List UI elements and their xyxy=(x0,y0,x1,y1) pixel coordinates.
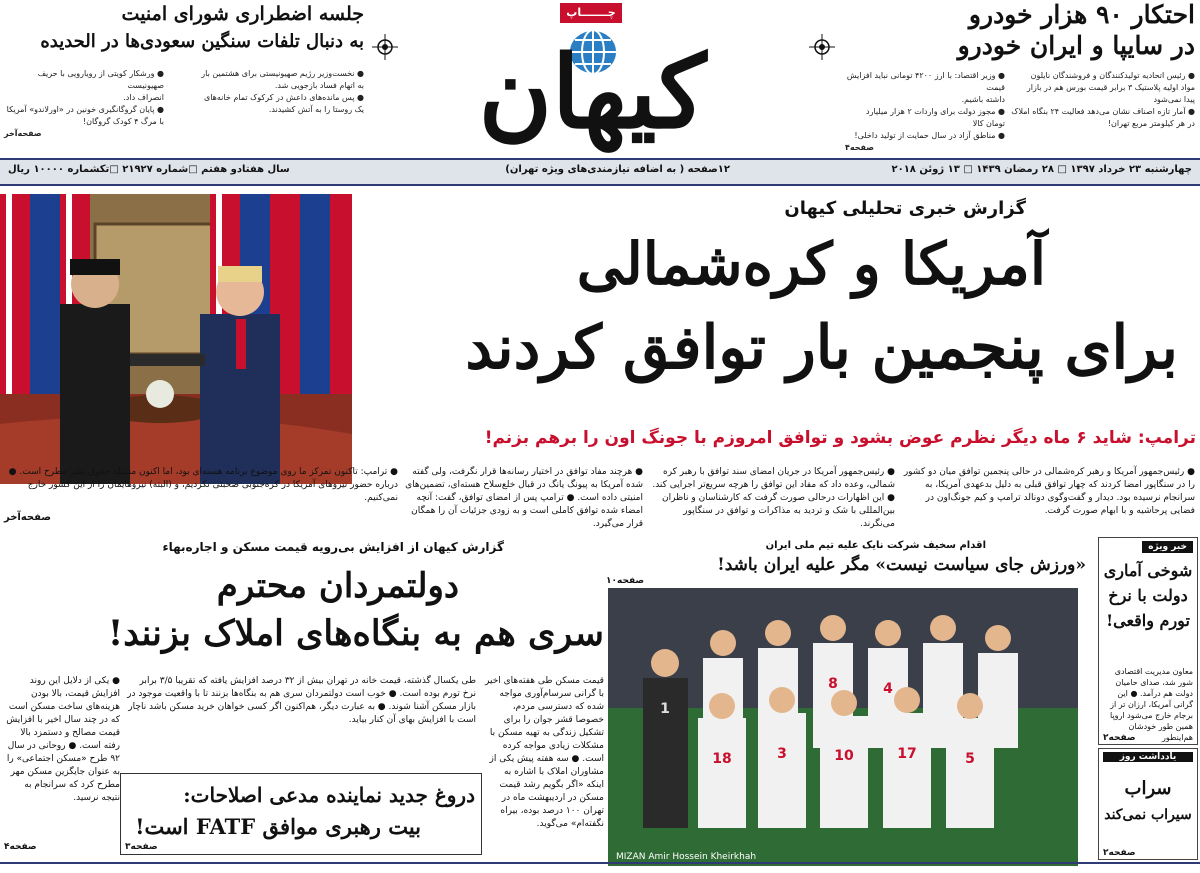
jersey-number: 5 xyxy=(965,751,975,767)
sports-story xyxy=(606,540,1086,870)
lead-photo xyxy=(0,194,352,484)
bottom-divider xyxy=(0,862,1200,864)
teaser-bullet: ● ورشکار کویتی از رویارویی با حریف صهیونیست xyxy=(37,69,164,90)
page-ref: صفحه۴ xyxy=(845,143,874,152)
lead-subhead: ترامپ: شاید ۶ ماه دیگر نظرم عوض بشود و توافق امروزم با جونگ اون را برهم بزنم! xyxy=(484,428,1196,448)
teaser-bullet: پیدا نمی‌شود xyxy=(1153,95,1195,104)
housing-column: ● یکی از دلایل این روند افزایش قیمت، بالا بودن هزینه‌های ساخت مسکن است که در چند سال اخیر با افزایش قیمت مصالح و دستمزد بالا رفته است. ● روحانی در سال ۹۲ طرح «مسکن اجتماعی» را به عنوان جایگزین مسکن مهر مطرح کرد که سرانجام به نتیجه نرسید. xyxy=(6,676,120,803)
housing-column: قیمت مسکن طی هفته‌های اخیر با گرانی سرسام‌آوری مواجه شده که دسترسی مردم، خصوصا قشر جوان را برای تشکیل زندگی به تهیه مسکن با مشکلات زیادی مواجه کرده است. ● سه هفته پیش یکی از مشاوران املاک با اشاره به اینکه «اگر بگویم رشد قیمت مسکن در اردیبهشت ماه در تهران ۱۰۰ درصد بوده، بیراه نگفته‌ام» می‌گوید. xyxy=(485,676,604,829)
teaser-headline: به دنبال تلفات سنگین سعودی‌ها در الحدیده xyxy=(40,31,364,52)
sidebar-headline: شوخی آماری دولت با نرخ تورم واقعی! xyxy=(1103,561,1193,630)
masthead-badge: چـــــــاپ xyxy=(560,3,622,23)
issue-date: چهارشنبه ۲۳ خرداد ۱۳۹۷ □ ۲۸ رمضان ۱۴۳۹ □ ۱۳ ژوئن ۲۰۱۸ xyxy=(891,164,1192,175)
fatf-headline: دروغ جدید نماینده مدعی اصلاحات: xyxy=(183,783,475,807)
sports-kicker: اقدام سخیف شرکت نایک علیه تیم ملی ایران xyxy=(765,540,986,551)
teaser-bullet: ● رئیس اتحادیه تولیدکنندگان و فروشندگان نایلون xyxy=(1030,71,1195,80)
registration-mark-icon xyxy=(809,34,835,60)
top-right-teaser xyxy=(845,0,1195,156)
sidebar-text: معاون مدیریت اقتصادی شور شد، صدای حامیان دولت هم درآمد. ● این گرانی آمریکا، ارزان تر از برجام خارج می‌شود اروپا همین طور خودشان هم‌اینطور xyxy=(1110,667,1193,742)
date-bar xyxy=(0,158,1200,186)
teaser-bullet: ● مجوز دولت برای واردات ۲ هزار میلیارد تومان کالا xyxy=(866,107,1005,128)
teaser-bullets-left xyxy=(845,70,1005,154)
lead-headline: برای پنجمین بار توافق کردند xyxy=(465,313,1178,383)
housing-column: طی یکسال گذشته، قیمت خانه در تهران بیش از ۳۲ درصد افزایش یافته که تقریبا ۳/۵ برابر نرخ تورم بوده است. ● خوب است دولتمردان سری هم به بنگاه‌ها بزنند تا با واقعیت موجود در بازار مسکن آشنا شوند. ● به عبارت دیگر، هم‌اکنون اگر کسی خواهان خرید مسکن باشد ناچار است با افزایش بهای آن کنار بیاید. xyxy=(127,676,476,725)
page-ref: صفحه‌آخر xyxy=(4,129,42,138)
teaser-bullet: ● آمار تازه اصناف نشان می‌دهد فعالیت ۲۴ بنگاه املاک xyxy=(1011,107,1195,116)
team-photo-illustration xyxy=(608,588,1078,866)
summit-photo-illustration xyxy=(0,194,352,484)
lead-column: ● هرچند مفاد توافق در اختیار رسانه‌ها قرار نگرفت، ولی گفته شده آمریکا به پیونگ یانگ در قبال خلع‌سلاح هسته‌ای، تضمین‌های امنیتی داده است. ● ترامپ پس از امضای توافق، گفت: آنچه امضاء شده توافق کاملی است و به زودی جزئیات آن را همگان قرار می‌گیرد. xyxy=(405,467,643,529)
teaser-bullet: ● وزیر اقتصاد: با ارز ۴۲۰۰ تومانی نباید افزایش قیمت xyxy=(846,71,1005,92)
teaser-headline: احتکار ۹۰ هزار خودرو xyxy=(968,0,1195,29)
teaser-bullet: ● پایان گروگانگیری خونین در «اورلاندو» آمریکا xyxy=(6,105,164,114)
teaser-bullet: مواد اولیه پلاستیک ۳ برابر قیمت بورس هم در بازار xyxy=(1026,83,1195,92)
page-ref: صفحه۳ xyxy=(125,842,158,852)
jersey-number: 18 xyxy=(712,751,732,767)
lead-story xyxy=(360,194,1196,499)
jersey-number: 10 xyxy=(834,748,854,764)
jersey-number: 1 xyxy=(660,701,670,717)
sidebar-label: خبر ویژه xyxy=(1142,541,1193,553)
sidebar-note xyxy=(1098,748,1198,860)
teaser-bullets-right xyxy=(1010,70,1195,130)
sports-headline: «ورزش جای سیاست نیست» مگر علیه ایران باشد! xyxy=(717,555,1086,575)
sidebar-label: یادداشت روز xyxy=(1103,752,1193,762)
teaser-bullet: به اتهام فساد بازجویی شد. xyxy=(274,81,364,90)
issue-number: سال هفتادو هفتم □شماره ۲۱۹۲۷ □تکشماره ۱۰۰۰۰ ریال xyxy=(8,164,290,175)
teaser-bullet: یک روستا را به آتش کشیدند. xyxy=(268,105,364,114)
teaser-bullet: انصراف داد. xyxy=(123,93,164,102)
teaser-bullet: ● نخست‌وزیر رژیم صهیونیستی برای هشتمین بار xyxy=(201,69,364,78)
jersey-number: 4 xyxy=(883,681,893,697)
teaser-bullet: ● پس مانده‌های داعش در کرکوک تمام خانه‌های xyxy=(203,93,364,102)
sidebar-headline: سراب xyxy=(1124,778,1172,799)
lead-column: ● رئیس‌جمهور آمریکا در جریان امضای سند توافق با رهبر کره شمالی، وعده داد که مفاد این توافق را هرچه سریع‌تر اجرایی کند. ● این اظهارات درحالی صورت گرفت که کارشناسان و ناظران بین‌المللی با شک و تردید به مذاکرات و توافق در سنگاپور می‌نگرند. xyxy=(652,467,895,529)
housing-headline: سری هم به بنگاه‌های املاک بزنند! xyxy=(107,613,604,654)
teaser-bullets-left xyxy=(4,68,164,140)
page-ref: صفحه۱۰ xyxy=(606,576,645,586)
sidebar-headline: سیراب نمی‌کند xyxy=(1104,807,1192,823)
sports-photo xyxy=(608,588,1078,866)
teaser-bullets-right xyxy=(169,68,364,116)
registration-mark-icon xyxy=(372,34,398,60)
jersey-number: 17 xyxy=(897,746,917,762)
teaser-bullet: با مرگ ۴ کودک گروگان! xyxy=(82,117,164,126)
lead-kicker: گزارش خبری تحلیلی کیهان xyxy=(784,198,1026,219)
teaser-headline: در سایپا و ایران خودرو xyxy=(957,31,1195,60)
sidebar-joke xyxy=(1098,537,1198,745)
lead-column: ● ترامپ: تاکنون تمرکز ما روی موضوع برنامه هسته‌ای بود، اما اکنون مسئله حقوق بشر مطرح است. ● درباره حضور نیروهای آمریکا در کره‌جنوبی صحبتی نکردیم، و (البته) نیروهایمان را از این کشور خارج نمی‌کنیم. xyxy=(8,467,398,503)
teaser-bullet: در هر کیلومتر مربع تهران! xyxy=(1107,119,1195,128)
teaser-headline: جلسه اضطراری شورای امنیت xyxy=(121,3,364,25)
jersey-number: 8 xyxy=(828,676,838,692)
masthead-title: کیهان xyxy=(478,33,707,151)
teaser-bullet: ● مناطق آزاد در سال حمایت از تولید داخلی! xyxy=(854,131,1005,140)
teaser-bullet: داشته باشیم. xyxy=(961,95,1005,104)
page-ref: صفحه۲ xyxy=(1103,733,1136,743)
lead-column: ● رئیس‌جمهور آمریکا و رهبر کره‌شمالی در حالی پنجمین توافق میان دو کشور را در سنگاپور امضا کردند که چهار توافق قبلی به دلیل بدعهدی آمریکا، به سرانجام نرسیده بود. دیدار و گفت‌وگوی دونالد ترامپ و کیم جونگ‌اون در فضایی پرحاشیه و با ابهام صورت گرفت. xyxy=(903,467,1195,516)
housing-kicker: گزارش کیهان از افزایش بی‌رویه قیمت مسکن و اجاره‌بهاء xyxy=(162,540,504,554)
page-count: ۱۲صفحه ( به اضافه نیازمندی‌های ویژه تهران) xyxy=(505,164,730,175)
housing-headline: دولتمردان محترم xyxy=(216,566,459,606)
jersey-number: 3 xyxy=(777,746,787,762)
top-left-teaser xyxy=(4,0,364,156)
fatf-box xyxy=(120,773,482,855)
page-ref: صفحه۲ xyxy=(1103,848,1136,858)
lead-headline: آمریکا و کره‌شمالی xyxy=(576,230,1046,298)
page-ref: صفحه۴ xyxy=(4,842,37,852)
fatf-headline: بیت رهبری موافق FATF است! xyxy=(135,814,421,839)
page-ref: صفحه‌آخر xyxy=(4,512,51,523)
masthead-logo xyxy=(420,0,765,150)
photo-credit: MIZAN Amir Hossein Kheirkhah xyxy=(616,852,757,862)
